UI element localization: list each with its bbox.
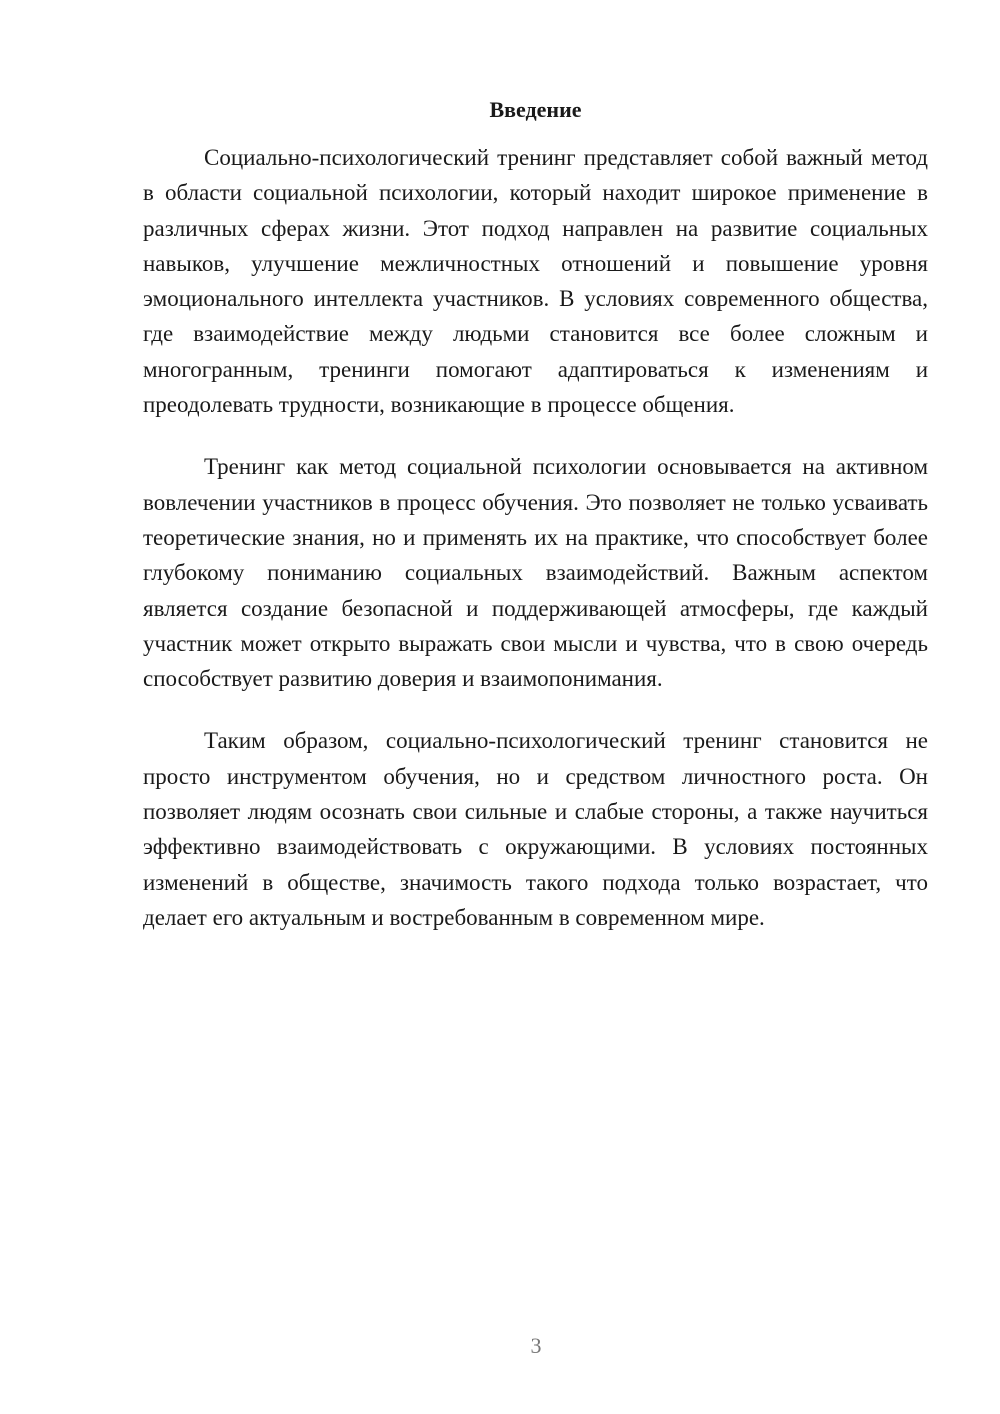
paragraph-1: Социально-психологический тренинг представляет собой важный метод в области социальной психологии, который находит широкое применение в различных сферах жизни. Этот подход направлен на развитие социальных навыков, улучшение межличностных отношений и повышение уровня эмоционального интеллекта участников. В условиях современного общества, где взаимодействие между людьми становится все более сложным и многогранным, тренинги помогают адаптироваться к изменениям и преодолевать трудности, возникающие в процессе общения. (143, 145, 928, 418)
paragraph-3: Таким образом, социально-психологический тренинг становится не просто инструментом обучения, но и средством личностного роста. Он позволяет людям осознать свои сильные и слабые стороны, а также научиться эффективно взаимодействовать с окружающими. В условиях постоянных изменений в обществе, значимость такого подхода только возрастает, что делает его актуальным и востребованным в современном мире. (143, 728, 928, 930)
paragraph-2: Тренинг как метод социальной психологии основывается на активном вовлечении участников в процесс обучения. Это позволяет не только усваивать теоретические знания, но и применять их на практике, что способствует более глубокому пониманию социальных взаимодействий. Важным аспектом является создание безопасной и поддерживающей атмосферы, где каждый участник может открыто выражать свои мысли и чувства, что в свою очередь способствует развитию доверия и взаимопонимания. (143, 454, 928, 692)
page-content (143, 92, 928, 962)
section-title: Введение (489, 97, 582, 122)
page-number: 3 (530, 1333, 542, 1358)
